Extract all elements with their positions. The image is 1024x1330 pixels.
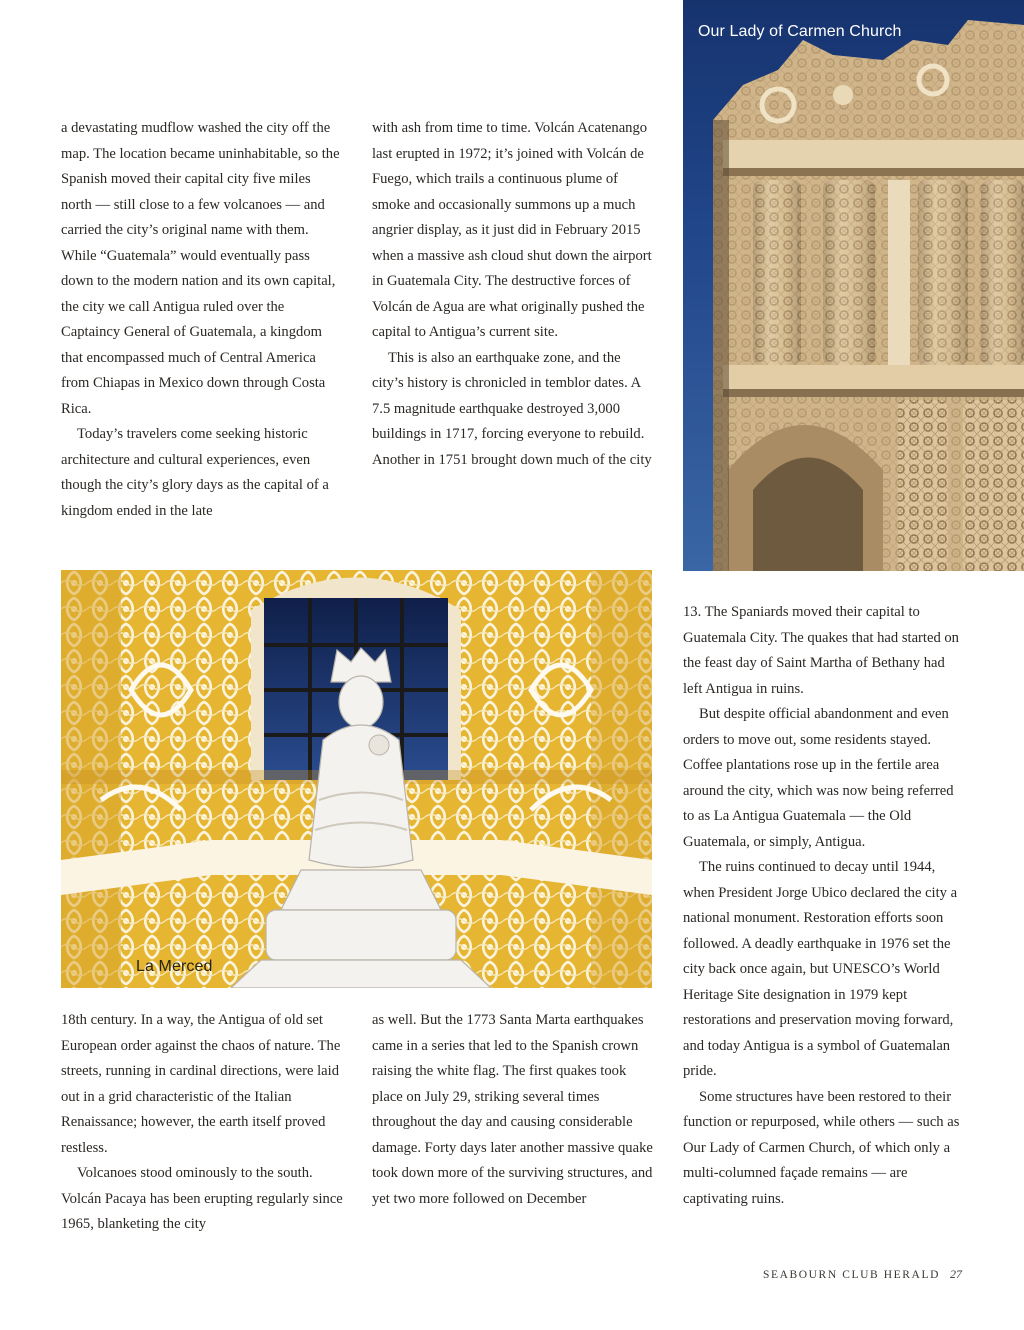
publication-name: SEABOURN CLUB HERALD [762, 1269, 940, 1281]
text-column-bottom-left [61, 1008, 343, 1238]
carmen-church-illustration [683, 0, 1024, 571]
paragraph: 13. The Spaniards moved their capital to Guatemala City. The quakes that had started on the feast day of Saint Martha of Bethany had left Antigua in ruins. [683, 604, 959, 697]
page-number: 27 [950, 1267, 962, 1281]
photo-caption-la-merced: La Merced [136, 958, 213, 975]
text-column-right [683, 600, 965, 1212]
paragraph: as well. But the 1773 Santa Marta earthquakes came in a series that led to the Spanish crown raising the white flag. The first quakes took place on July 29, striking several times throughout the day and causing considerable damage. Forty days later another massive quake took down more of the surviving structures, and yet two more followed on December [372, 1012, 653, 1207]
la-merced-illustration [61, 570, 652, 988]
text-column-top-middle [372, 116, 654, 473]
page-footer [763, 1267, 962, 1282]
photo-our-lady-of-carmen [683, 0, 1024, 571]
paragraph: 18th century. In a way, the Antigua of old set European order against the chaos of nature. The streets, running in cardinal directions, were laid out in a grid characteristic of the Italian Renaissance; however, the earth itself proved restless. [61, 1012, 341, 1156]
paragraph: This is also an earthquake zone, and the city’s history is chronicled in temblor dates. A 7.5 magnitude earthquake destroyed 3,000 buildings in 1717, forcing everyone to rebuild. Another in 1751 brought down much of the city [372, 349, 652, 468]
photo-caption-carmen: Our Lady of Carmen Church [698, 23, 902, 40]
text-column-top-left [61, 116, 343, 524]
paragraph: Some structures have been restored to their function or repurposed, while others — such as Our Lady of Carmen Church, of which only a multi-columned façade remains — are captivating ruins. [683, 1088, 960, 1207]
paragraph: Volcanoes stood ominously to the south. Volcán Pacaya has been erupting regularly since 1965, blanketing the city [61, 1165, 343, 1232]
paragraph: But despite official abandonment and even orders to move out, some residents stayed. Coffee plantations rose up in the fertile area around the city, which was now being referred to as La Antigua Guatemala — the Old Guatemala, or simply, Antigua. [683, 706, 954, 850]
paragraph: a devastating mudflow washed the city off the map. The location became uninhabitable, so the Spanish moved their capital city five miles north — still close to a few volcanoes — and carried the city’s original name with them. While “Guatemala” would eventually pass down to the modern nation and its own capital, the city we call Antigua ruled over the Captaincy General of Guatemala, a kingdom that encompassed much of Central America from Chiapas in Mexico down through Costa Rica. [61, 120, 340, 417]
text-column-bottom-middle [372, 1008, 654, 1212]
paragraph: Today’s travelers come seeking historic architecture and cultural experiences, even though the city’s glory days as the capital of a kingdom ended in the late [61, 426, 329, 519]
paragraph: The ruins continued to decay until 1944, when President Jorge Ubico declared the city a national monument. Restoration efforts soon followed. A deadly earthquake in 1976 set the city back once again, but UNESCO’s World Heritage Site designation in 1979 kept restorations and preservation moving forward, and today Antigua is a symbol of Guatemalan pride. [683, 859, 958, 1079]
photo-la-merced [61, 570, 652, 988]
paragraph: with ash from time to time. Volcán Acatenango last erupted in 1972; it’s joined with Volcán de Fuego, which trails a continuous plume of smoke and occasionally summons up a much angrier display, as it just did in February 2015 when a massive ash cloud shut down the airport in Guatemala City. The destructive forces of Volcán de Agua are what originally pushed the capital to Antigua’s current site. [372, 120, 652, 340]
